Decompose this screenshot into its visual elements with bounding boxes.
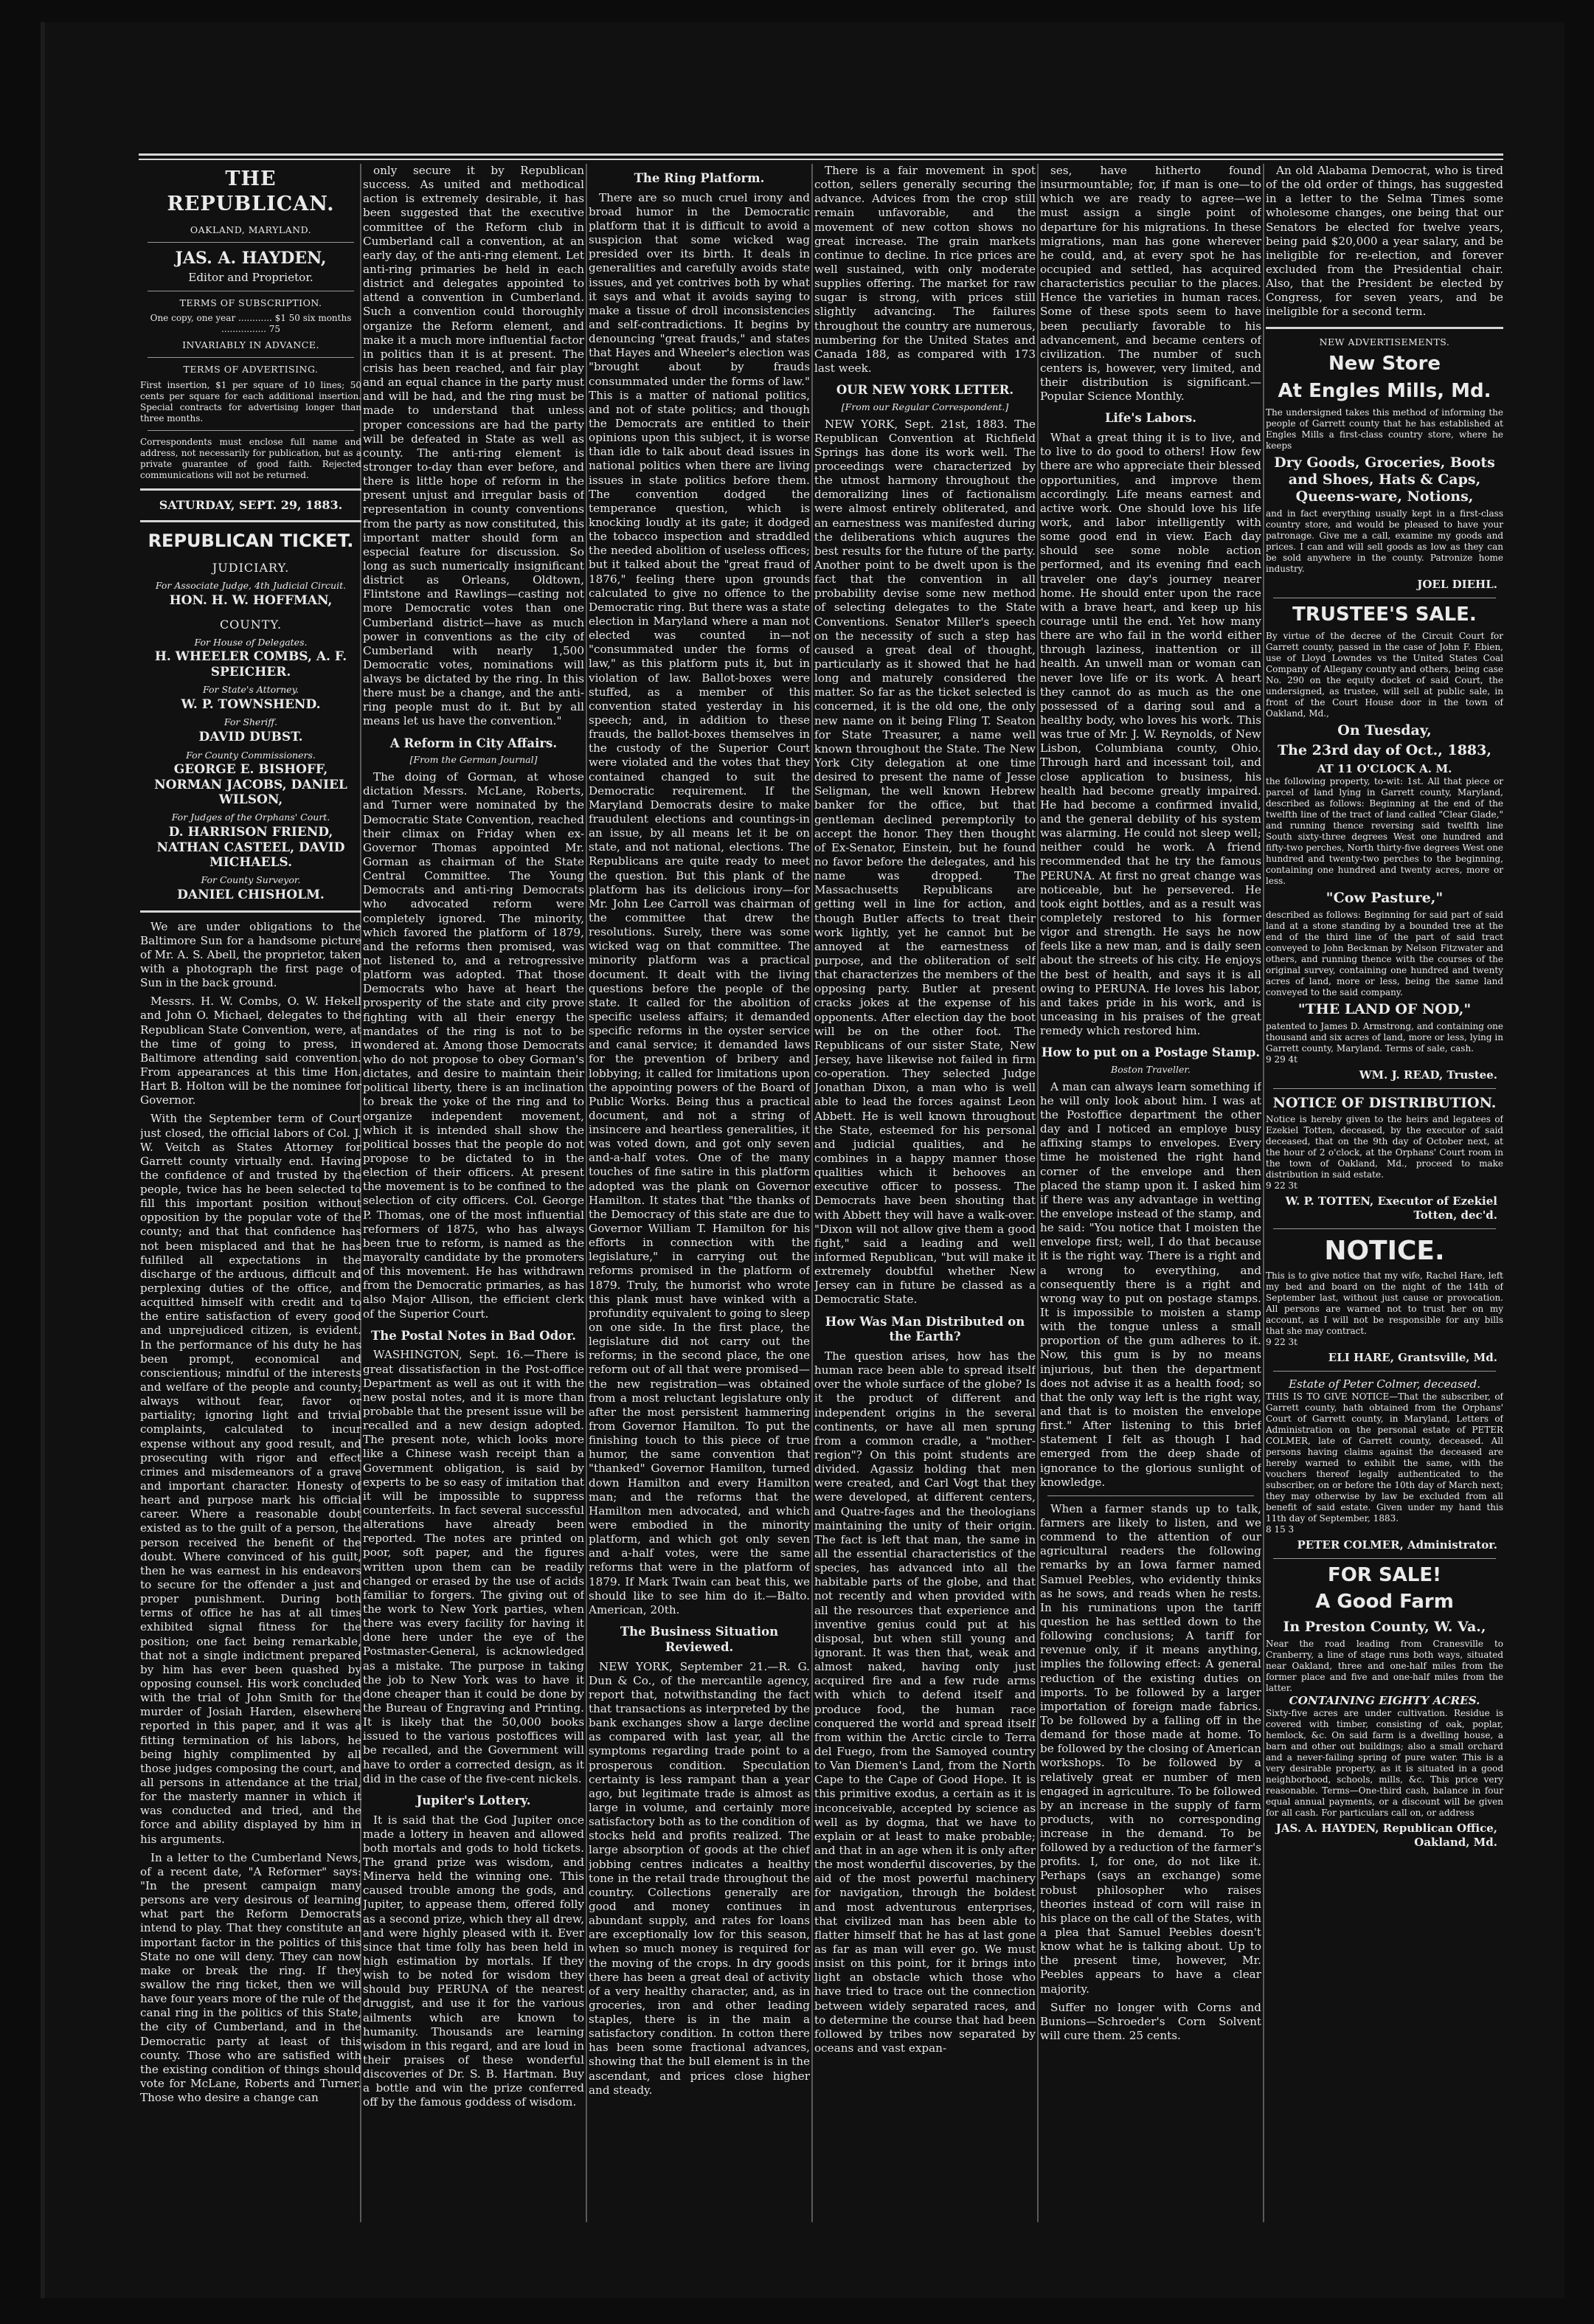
divider [1047, 1495, 1254, 1496]
divider [140, 520, 361, 522]
delegates-office: For House of Delegates. [194, 636, 308, 648]
notice-title: NOTICE. [1324, 1236, 1445, 1267]
paragraph: Suffer no longer with Corns and Bunions—Schroeder's Corn Solvent will cure them. 25 cents. [1040, 2000, 1261, 2043]
paragraph: The doing of Gorman, at whose dictation Messrs. McLane, Roberts, and Turner were nominated by the Democratic State Convention, reached their climax on Friday when ex-Governor Thomas appointed Mr. Gorman as chairman of the State Central Committee. The Young Democrats and anti-ring Democrats who advocated reform were completely ignored. The minority, which favored the platform of 1879, and the reforms then promised, was not listened to, and a retrogressive platform was adopted. That those Democrats who have at heart the prosperity of the state and city prove fighting with all their energy the mandates of the ring is not to be wondered at. Among those Democrats who do not propose to obey Gorman's dictates, and desire to maintain their political liberty, there is an inclination to break the yoke of the ring and to organize independent movement, which it is intended shall show the political bosses that the people do not propose to be dictated to in the election of their officers. At present the movement is to be confined to the selection of city officers. Col. George P. Thomas, one of the most influential reformers of 1875, who has always been true to reform, is named as the mayoralty candidate by the promoters of this movement. He has withdrawn from the Democratic primaries, as has also Major Allison, the efficient clerk of the Superior Court. [363, 770, 584, 1321]
masthead: THE REPUBLICAN. [167, 167, 335, 216]
surveyor: DANIEL CHISHOLM. [177, 888, 325, 903]
divider [1266, 327, 1503, 329]
paragraph: In a letter to the Cumberland News, of a recent date, "A Reformer" says: "In the present campaign many persons are very desirous of learning what part the Reform Democrats intend to play. That they constitute an important factor in the politics of this State no one will deny. They can now make or break the ring. If they swallow the ring ticket, then we will have four years more of the rule of the canal ring in the politics of this State, the city of Cumberland, and in the Democratic party at least of this county. Those who are satisfied with the existing condition of things should vote for McLane, Roberts and Turner. Those who desire a change can [140, 1850, 361, 2105]
judge-office: For Associate Judge, 4th Judicial Circuit. [155, 580, 347, 592]
editor-title: Editor and Proprietor. [188, 270, 313, 284]
paragraph: It is said that the God Jupiter once made a lottery in heaven and allowed both mortals and gods to hold tickets. The grand prize was wisdom, and Minerva held the winning one. This caused trouble among the gods, and Jupiter, to appease them, offered folly as a second prize, which they all drew, and were highly pleased with it. Ever since that time folly has been held in high estimation by mortals. If they wish to be noted for wisdom they should buy PERUNA of the nearest druggist, and use it for the various ailments which are known to humanity. Thousands are learning wisdom in this regard, and are loud in their praises of these wonderful discoveries of Dr. S. B. Hartman. Buy a bottle and win the prize conferred off by the famous goddess of wisdom. [363, 1813, 584, 2109]
paragraph: An old Alabama Democrat, who is tired of the old order of things, has suggested in a letter to the Selma Times some wholesome changes, one being that our Senators be elected for twelve years, being paid $20,000 a year salary, and be ineligible for re-election, and forever excluded from the Presidential chair. Also, that the President be elected by Congress, for seven years, and be ineligible for a second term. [1266, 164, 1503, 319]
orphans-office: For Judges of the Orphans' Court. [171, 812, 330, 823]
paragraph: What a great thing it is to live, and to live to do good to others! How few there are who appreciate their blessed opportunities, and improve them accordingly. Life means earnest and active work. One should love his life work, and labor intelligently with some good end in view. Each day should see some noble action performed, and its evening find each traveler one day's journey nearer home. He should enter upon the race with a brave heart, and keep up his courage until the end. Yet how many there are who fail in the world either through laziness, inattention or ill health. An unwell man or woman can never love life or its work. A heart they cannot do as much as the one possessed of a daring soul and a healthy body, who loves his work. This was true of Mr. J. W. Reynolds, of New Lisbon, Columbiana county, Ohio. Through hard and incessant toil, and close application to business, his health had become greatly impaired. He had become a confirmed invalid, and the general debility of his system was alarming. He could not sleep well; neither could he work. A friend recommended that he try the famous PERUNA. At first no great change was noticeable, but he persevered. He took eight bottles, and as a result was completely restored to his former vigor and strength. He says he now feels like a new man, and is daily seen about the streets of his city. He enjoys the best of health, and says it is all owing to PERUNA. He loves his labor, and takes pride in his work, and is unceasing in his praises of the great remedy which restored him. [1040, 431, 1261, 1038]
article-heading: The Postal Notes in Bad Odor. [370, 1328, 577, 1343]
land-of-nod-title: "THE LAND OF NOD," [1297, 1000, 1472, 1017]
for-sale-title: FOR SALE! [1328, 1563, 1441, 1586]
paragraph: The question arises, how has the human race been able to spread itself over the whole surface of the globe? Is it the product of different and independent origins in the several continents, or have all men sprung from a common cradle, a "mother-region"? On this point students are divided. Agassiz holding that men were created, and Carl Vogt that they were developed, at different centers, and Quatre-fages and the theologians maintaining the unity of their origin. The fact is left that man, the same in all the essential characteristics of the species, has advanced into all the habitable parts of the globe, and that not recently and when provided with all the resources that experience and inventive genius could put at his disposal, but when still young and ignorant. It was then that, weak and almost naked, having only just acquired fire and a few rude arms with which to defend itself and produce food, the human race conquered the world and spread itself from within the Arctic circle to Terra del Fuego, from the Samoyed country to Van Diemen's Land, from the North Cape to the Cape of Good Hope. It is this primitive exodus, a certain as it is inconceivable, accepted by science as well as by dogma, that we have to explain or at least to make probable; and that in an age when it is only after the most wonderful discoveries, by the aid of the most powerful machinery for navigation, through the boldest and most adventurous enterprises, that civilized man has been able to flatter himself that he has at last gone as far as man will ever go. We must insist on this point, for it brings into light an obstacle which those who have tried to trace out the connection between widely separated races, and to determine the course that had been followed by tribes now separated by oceans and vast expan- [814, 1349, 1036, 2055]
terms-sub-note: INVARIABLY IN ADVANCE. [182, 339, 319, 351]
terms-sub-rates: One copy, one year ............ $1 50 six months ................ 75 [150, 313, 352, 335]
paragraph: We are under obligations to the Baltimore Sun for a handsome picture of Mr. A. S. Abell, the proprietor, taken with a photograph the first page of Sun in the back ground. [140, 919, 361, 990]
divider [1273, 1558, 1496, 1559]
divider [1273, 1088, 1496, 1089]
editor-name: JAS. A. HAYDEN, [175, 248, 327, 268]
ticket-title: REPUBLICAN TICKET. [148, 530, 354, 552]
store-ad-body: and in fact everything usually kept in a first-class country store, and would be pleased to have your patronage. Give me a call, examine my goods and prices. I can and will sell goods as low as they can be sold anywhere in the county. Patronize home industry. [1266, 508, 1503, 574]
column-2 [363, 164, 584, 2230]
distribution-body: Notice is hereby given to the heirs and legatees of Ezekiel Totten, deceased, by the executor of said deceased, that on the 9th day of October next, at the hour of 2 o'clock, at the Orphans' Court room in the town of Oakland, Md., proceed to make distribution in said estate. [1266, 1114, 1503, 1180]
paragraph: There is a fair movement in spot cotton, sellers generally securing the advance. Advices from the crop still remain unfavorable, and the movement of new cotton shows no great increase. The grain markets continue to decline. In rice prices are well sustained, with only moderate supplies offering. The market for raw sugar is strong, with prices still slightly advancing. The failures throughout the country are numerous, numbering for the United States and Canada 188, as compared with 173 last week. [814, 164, 1036, 375]
farm-location: In Preston County, W. Va., [1283, 1618, 1486, 1635]
attorney: W. P. TOWNSHEND. [181, 697, 321, 713]
delegates: H. WHEELER COMBS, A. F. SPEICHER. [154, 649, 347, 679]
paragraph: When a farmer stands up to talk, farmers are likely to listen, and we commend to the attention of our agricultural readers the following remarks by an Iowa farmer named Samuel Peebles, who evidently thinks as he sows, and reads when he rests. In his ruminations upon the tariff question he has settled down to the following conclusions; A tariff for revenue only, if it means anything, implies the following effect: A general reduction of the existing duties on imports. To be followed by a larger importation of foreign made fabrics. To be followed by a falling off in the demand for those made at home. To be followed by the closing of American workshops. To be followed by a relatively great er number of men engaged in agriculture. To be followed by an increase in the supply of farm products, with no corresponding increase in the demand. To be followed by a reduction of the farmer's profits. I, for one, do not like it. Perhaps (says an exchange) some robust philosopher who raises theories instead of corn will raise in his place on the call of the States, with a plea that Samuel Peebles doesn't know what he is talking about. Up to the present time, however, Mr. Peebles appears to have a clear majority. [1040, 1501, 1261, 1996]
terms-adv-body: First insertion, $1 per square of 10 lines; 50 cents per square for each additional insertion. Special contracts for advertising longer than three months. [140, 379, 361, 423]
commissioners-office: For County Commissioners. [186, 749, 316, 761]
column-divider [811, 164, 813, 2222]
divider [148, 357, 354, 358]
paragraph: There are so much cruel irony and broad humor in the Democratic platform that it is difficult to avoid a suspicion that some wicked wag presided over its birth. It deals in generalities and carefully avoids state issues, and yet contrives both by what it says and what it avoids saying to make a tissue of droll inconsistencies and self-contradictions. It begins by denouncing "great frauds," and states that Hayes and Wheeler's election was "brought about by frauds consummated under the forms of law." This is a matter of national politics, and not of state politics; and though the Democrats are entitled to their opinions upon this subject, it is worse than idle to talk about dead issues in national politics when there are living issues in state politics before them. The convention dodged the temperance question, which is knocking loudly at its gate; it dodged the tobacco inspection and straddled the needed abolition of useless offices; but it talked about the "great fraud of 1876," feeling there upon grounds calculated to give no offence to the Democratic ring. But there was a state election in Maryland where a man not elected was counted in—not "consummated under the forms of law," as this platform puts it, but in violation of law. Ballot-boxes were stuffed, as a member of this convention stated yesterday in his speech; and, in addition to these frauds, the ballot-boxes themselves in the custody of the Superior Court were violated and the votes that they contained changed to suit the Democratic requirement. If the Maryland Democrats desire to make fraudulent elections and countings-in an issue, by all means let it be on state, and not national, elections. The Republicans are quite ready to meet the question. But this plank of the platform has its delicious irony—for Mr. John Lee Carroll was chairman of the committee that drew the resolutions. Surely, there was some wicked wag on that committee. The minority platform was a practical document. It dealt with the living questions before the people of the state. It called for the abolition of specific useless affairs; it demanded specific reforms in the oyster service and canal service; it demanded laws for the prevention of bribery and lobbying; it called for limitations upon the appointing powers of the Board of Public Works. Being thus a practical document, and not a string of insincere and heartless generalities, it was voted down, and got only seven and-a-half votes. One of the many touches of fine satire in this platform adopted was the plank on Governor Hamilton. It states that "the thanks of the Democracy of this state are due to Governor William T. Hamilton for his efforts in connection with the legislature," in carrying out the reforms promised in the platform of 1879. Truly, the humorist who wrote this plank must have winked with a profundity equivalent to going to sleep on one side. In the first place, the legislature did not carry out the reforms; in the second place, the one reform out of all that were promised—the new registration—was obtained from a most reluctant legislature only after the most persistent hammering from Governor Hamilton. To put the finishing touch to this piece of true humor, the same convention that "thanked" Governor Hamilton, turned down Hamilton and every Hamilton man; and the reforms that the Hamilton men advocated, and which were embodied in the minority platform, and which got only seven and a-half votes, were the same reforms that were in the platform of 1879. If Mark Twain can beat this, we should like to see him do it.—Balto. American, 20th. [589, 190, 810, 1616]
estate-signature: PETER COLMER, Administrator. [1297, 1538, 1497, 1552]
paragraph: NEW YORK, Sept. 21st, 1883. The Republican Convention at Richfield Springs has done its work well. The proceedings were characterized by the utmost harmony throughout the demoralizing lines of factionalism were almost entirely obliterated, and an earnestness was manifested during the deliberations which augures the best results for the future of the party. Another point to be dwelt upon is the fact that the convention in all probability devise some new method of selecting delegates to the State Conventions. Senator Miller's speech on the necessity of such a step has caused a great deal of thought, particularly as it showed that he had long and maturely considered the matter. So far as the ticket selected is concerned, it is the old one, the only new name on it being Fling T. Seaton for State Treasurer, a name well known throughout the State. The New York City delegation at one time desired to present the name of Jesse Seligman, the well known Hebrew banker for the office, but that gentleman declined peremptorily to accept the honor. They then thought of Ex-Senator, Einstein, but he found no favor before the delegates, and his name was dropped. The Massachusetts Republicans are getting well in line for action, and though Butler affects to treat their work lightly, yet he cannot but be annoyed at the earnestness of purpose, and the obliteration of self that characterizes the members of the opposing party. Butler at present cracks jokes at the expense of his opponents. After election day the boot will be on the other foot. The Republicans of our sister State, New Jersey, have likewise not failed in firm co-operation. They selected Judge Jonathan Dixon, a man who is well able to lead the forces against Leon Abbett. He is well known throughout the State, esteemed for his personal and judicial qualities, and he combines in a happy manner those qualities which it behooves an executive officer to possess. The Democrats have been shouting that with Abbett they will have a walk-over. "Dixon will not allow give them a good fight," said a leading and well informed Republican, "but will make it extremely doubtful whether New Jersey can in future be classed as a Democratic State. [814, 417, 1036, 1307]
new-ads-heading: NEW ADVERTISEMENTS. [1319, 336, 1450, 347]
article-heading: A Reform in City Affairs. [389, 736, 558, 750]
divider [140, 910, 361, 913]
store-ad-goods: Dry Goods, Groceries, Boots and Shoes, Hats & Caps, Queens-ware, Notions, [1274, 454, 1495, 505]
trustee-sale-title: TRUSTEE'S SALE. [1292, 603, 1477, 626]
sheriff-office: For Sheriff. [223, 716, 278, 728]
column-1 [140, 164, 361, 2230]
divider [1273, 1371, 1496, 1372]
trustee-sale-body: By virtue of the decree of the Circuit Court for Garrett county, passed in the case of John F. Ebien, use of Lloyd Lowndes vs the United States Coal Company of Allegany county and others, being case No. 290 on the equity docket of said Court, the undersigned, as trustee, will sell at public sale, in front of the Court House door in the town of Oakland, Md., [1266, 631, 1503, 719]
column-divider [586, 164, 587, 2222]
article-heading: The Business Situation Reviewed. [620, 1624, 779, 1654]
notice-body: This is to give notice that my wife, Rachel Hare, left my bed and board on the night of the 14th of September last, without just cause or provocation. All persons are warned not to trust her on my account, as I will not be responsible for any bills that she may contract. [1266, 1270, 1503, 1336]
paragraph: ses, have hitherto found insurmountable; for, if man is one—to which we are ready to agree—we must assign a single point of departure for his migrations. In these migrations, man has gone wherever he could, and, at every spot he has occupied and settled, has acquired characteristics peculiar to the places. Hence the varieties in human races. Some of these spots seem to have been peculiarly favorable to his advancement, and became centers of civilization. The number of such centers is, however, very limited, and their distribution is significant.—Popular Science Monthly. [1040, 164, 1261, 404]
correspondents-note: Correspondents must enclose full name and address, not necessarily for publication, but as a private guarantee of good faith. Rejected communications will not be returned. [140, 436, 361, 480]
farm-title: A Good Farm [1315, 1591, 1454, 1614]
divider [148, 242, 354, 243]
paragraph: With the September term of Court just closed, the official labors of Col. J. W. Veitch as States Attorney for Garrett county virtually end. Having the confidence of and trusted by the people, twice has he been selected to fill this important position without opposition by the popular vote of the county; and that that confidence has not been misplaced and that he has fulfilled all expectations in the discharge of the arduous, difficult and perplexing duties of the office, and acquitted himself with credit and to the entire satisfaction of every good and unprejudiced citizen, is evident. In the performance of his duty he has been prompt, economical and conscientious; mindful of the interests and welfare of the people and county; always without fear, favor or partiality; ignoring light and trivial complaints, calculated to incur expense without any good result, and prosecuting with rigor and effect crimes and misdemeanors of a grave and important character. Honesty of heart and purpose mark his official career. Where a reasonable doubt existed as to the guilt of a person, the person received the benefit of the doubt. Where convinced of his guilt, then he was earnest in his endeavors to secure for the offender a just and proper punishment. During both terms of office he has at all times exhibited signal fitness for the position; one fact being remarkable, that not a single indictment prepared by him has ever been quashed by opposing counsel. His work concluded with the trial of John Smith for the murder of Josiah Harden, elsewhere reported in this paper, and it was a fitting termination of his labors, he being highly complimented by all those judges composing the court, and all persons in attendance at the trial, for the masterly manner in which it was conducted and tried, and the force and ability displayed by him in his arguments. [140, 1112, 361, 1846]
surveyor-office: For County Surveyor. [201, 874, 301, 886]
trustee-sale-body: the following property, to-wit: 1st. All that piece or parcel of land lying in Garrett county, Maryland, described as follows: Beginning at the end of the twelfth line of the tract of land called "Clear Glade," and running thence reversing said twelfth line South sixty-three degrees West one hundred and fifty-two perches, North thirty-five degrees West one hundred and twenty-two perches to the beginning, containing one hundred and twenty acres, more or less. [1266, 776, 1503, 887]
paragraph: NEW YORK, September 21.—R. G. Dun & Co., of the mercantile agency, report that, notwithstanding the fact that transactions as interpreted by the bank exchanges show a large decline as compared with last year, all the symptoms regarding trade point to a prosperous condition. Speculation certainty is less rampant than a year ago, but legitimate trade is almost as large in volume, and certainly more satisfactory both as to the condition of stocks held and profits realized. The large absorption of goods at the chief jobbing centres indicates a healthy tone in the retail trade throughout the country. Collections generally are good and money continues in abundant supply, and rates for loans are exceptionally low for this season, when so much money is required for the moving of the crops. In dry goods there has been a great deal of activity of a very healthy character, and, as in groceries, iron and other leading staples, there is in the main a satisfactory condition. In cotton there has been some fractional advances, showing that the bull element is in the ascendant, and prices close higher and steady. [589, 1659, 810, 2097]
paragraph: WASHINGTON, Sept. 16.—There is great dissatisfaction in the Post-office Department as well as out it with the new postal notes, and it is more than probable that the present issue will be recalled and a new design adopted. The present note, which looks more like a Chinese wash receipt than a Government obligation, is said by experts to be so easy of imitation that it will be impossible to suppress counterfeits. In fact several successful alterations have already been reported. The notes are printed on poor, soft paper, and the figures written upon them can be readily changed or erased by the use of acids familiar to forgers. The giving out of the work to New York parties, when there was every facility for having it done here under the eye of the Postmaster-General, is acknowledged as a mistake. The purpose in taking the job to New York was to have it done cheaper than it could be done by the Bureau of Engraving and Printing. It is likely that the 50,000 books issued to the various postoffices will be recalled, and the Government will have to order a corrected design, as it did in the case of the five-cent nickels. [363, 1348, 584, 1785]
distribution-title: NOTICE OF DISTRIBUTION. [1272, 1094, 1497, 1111]
store-ad-title: New Store [1328, 353, 1441, 376]
sheriff: DAVID DUBST. [198, 730, 303, 745]
terms-adv-title: TERMS OF ADVERTISING. [183, 364, 319, 376]
column-divider [1037, 164, 1039, 2222]
judge-name: HON. H. W. HOFFMAN, [169, 593, 333, 609]
article-source: Boston Traveller. [1111, 1064, 1191, 1075]
location: OAKLAND, MARYLAND. [190, 224, 312, 236]
distribution-signature: W. P. TOTTEN, Executor of Ezekiel Totten, dec'd. [1285, 1194, 1497, 1222]
ad-date-code: 9 22 3t [1266, 1180, 1297, 1192]
dateline: SATURDAY, SEPT. 29, 1883. [159, 497, 343, 512]
store-ad-body: The undersigned takes this method of informing the people of Garrett county that he has established at Engles Mills a first-class country store, where he keeps [1266, 407, 1503, 452]
sale-date: The 23rd day of Oct., 1883, [1278, 742, 1491, 759]
attorney-office: For State's Attorney. [203, 684, 299, 696]
article-heading: OUR NEW YORK LETTER. [836, 383, 1014, 398]
article-source: [From the German Journal] [409, 754, 538, 766]
paragraph: A man can always learn something if he will only look about him. I was at the Postoffice department the other day and I noticed an employe busy affixing stamps to envelopes. Every time he moistened the right hand corner of the envelope and then placed the stamp upon it. I asked him if there was any advantage in wetting the envelope instead of the stamp, and he said: "You notice that I moisten the envelope first; well, I do that because it is the right way. There is a right and a wrong to everything, and consequently there is a right and wrong way to put on postage stamps. It is impossible to moisten a stamp with the tongue unless a small proportion of the gum adheres to it. Now, this gum is by no means injurious, but then the department does not advise it as a health food; so that the only way left is the right way, and that is to moisten the envelope first." After listening to this brief statement I felt as though I had emerged from the deep shade of ignorance to the glorious sunlight of knowledge. [1040, 1079, 1261, 1489]
column-4 [814, 164, 1036, 2230]
paragraph: Messrs. H. W. Combs, O. W. Hekell and John O. Michael, delegates to the Republican State Convention, were, at the time of going to press, in Baltimore attending said convention. From appearances at this time Hon. Hart B. Holton will be the nominee for Governor. [140, 995, 361, 1107]
estate-body: THIS IS TO GIVE NOTICE—That the subscriber, of Garrett county, hath obtained from the Orphans' Court of Garrett county, in Maryland, Letters of Administration on the personal estate of PETER COLMER, late of Garrett county, deceased. All persons having claims against the deceased are hereby warned to exhibit the same, with the vouchers thereof legally authenticated to the subscriber, on or before the 10th day of March next; they may otherwise by law be excluded from all benefit of said estate. Given under my hand this 11th day of September, 1883. [1266, 1391, 1503, 1524]
divider [1273, 1228, 1496, 1229]
farm-acres: CONTAINING EIGHTY ACRES. [1289, 1693, 1480, 1707]
divider [148, 430, 354, 431]
sale-day: On Tuesday, [1337, 722, 1432, 739]
article-heading: How to put on a Postage Stamp. [1041, 1045, 1261, 1060]
cow-pasture-title: "Cow Pasture," [1326, 890, 1444, 907]
article-heading: The Ring Platform. [634, 171, 765, 185]
column-3 [589, 164, 810, 2230]
notice-signature: ELI HARE, Grantsville, Md. [1328, 1350, 1497, 1364]
paragraph: only secure it by Republican success. As united and methodical action is extremely desirable, it has been suggested that the executive committee of the Reform club in Cumberland call a convention, at an early day, of the anti-ring element. Let anti-ring primaries be held in each district and delegates appointed to attend a convention in Cumberland. Such a convention could thoroughly organize the Reform element, and make it a much more influential factor in politics than it is at present. The crisis has been reached, and fair play and an equal chance in the party must and will be had, and the ring must be made to understand that unless proper concessions are had the party will be defeated in State as well as county. The anti-ring element is stronger to-day than ever before, and there is little hope of reform in the present unjust and irregular basis of representation in county conventions from the party as now constituted, this important matter should form an especial feature for discussion. So long as such numerically insignificant district as Orleans, Oldtown, Flintstone and Rawlings—casting not more Democratic votes than one Cumberland district—have as much power in conventions as the city of Cumberland with nearly 1,500 Democratic votes, nominations will always be dictated by the ring. In this there must be a change, and the anti-ring people must do it. But by all means let us have the convention." [363, 164, 584, 728]
ad-date-code: 9 22 3t [1266, 1336, 1297, 1347]
article-heading: Life's Labors. [1104, 411, 1197, 426]
farm-body: Near the road leading from Cranesville to Cranberry, a line of stage runs both ways, situated near Oakland, three and one-half miles from the former place and five and one-half miles from the latter. [1266, 1638, 1503, 1693]
store-ad-location: At Engles Mills, Md. [1278, 379, 1491, 402]
estate-title: Estate of Peter Colmer, deceased. [1288, 1377, 1481, 1391]
article-source: [From our Regular Correspondent.] [841, 401, 1009, 412]
article-heading: Jupiter's Lottery. [416, 1793, 531, 1808]
judiciary-head: JUDICIARY. [212, 561, 290, 575]
farm-body: Sixty-five acres are under cultivation. Residue is covered with timber, consisting of oak, poplar, hemlock, &c. On said farm is a dwelling house, a barn and other out buildings; also a small orchard and a never-failing spring of pure water. This is a very desirable property, as it is situated in a good neighborhood, schools, mills, &c. This price very reasonable. Terms—One-third cash, balance in four equal annual payments, or a discount will be given for all cash. For particulars call on, or address [1266, 1707, 1503, 1818]
ad-date-code: 9 29 4t [1266, 1054, 1297, 1065]
ad-date-code: 8 15 3 [1266, 1524, 1295, 1535]
trustee-signature: WM. J. READ, Trustee. [1359, 1068, 1497, 1082]
county-head: COUNTY. [219, 617, 283, 632]
farm-signature: JAS. A. HAYDEN, Republican Office, Oakland, Md. [1275, 1821, 1497, 1849]
divider [140, 488, 361, 491]
article-heading: How Was Man Distributed on the Earth? [825, 1314, 1025, 1344]
column-5 [1040, 164, 1261, 2230]
header-rule [139, 153, 1503, 160]
sale-time: AT 11 O'CLOCK A. M. [1317, 761, 1452, 775]
store-ad-signature: JOEL DIEHL. [1417, 577, 1497, 591]
orphans-judges: D. HARRISON FRIEND, NATHAN CASTEEL, DAVID MICHAELS. [156, 825, 345, 870]
column-divider [1263, 164, 1264, 2222]
commissioners: GEORGE E. BISHOFF, NORMAN JACOBS, DANIEL WILSON, [154, 762, 347, 808]
land-of-nod-body: patented to James D. Armstrong, and containing one thousand and six acres of land, more or less, lying in Garrett county, Maryland. Terms of sale, cash. [1266, 1020, 1503, 1054]
column-6 [1266, 164, 1503, 2230]
cow-pasture-body: described as follows: Beginning for said part of said land at a stone standing by a bounded tree at the end of the third line of the part of said tract conveyed to John Beckman by Nelson Fitzwater and others, and running thence with the courses of the original survey, containing one hundred and twenty acres of land, more or less, being the same land conveyed to the said company. [1266, 909, 1503, 997]
terms-sub-title: TERMS OF SUBSCRIPTION. [179, 297, 322, 308]
